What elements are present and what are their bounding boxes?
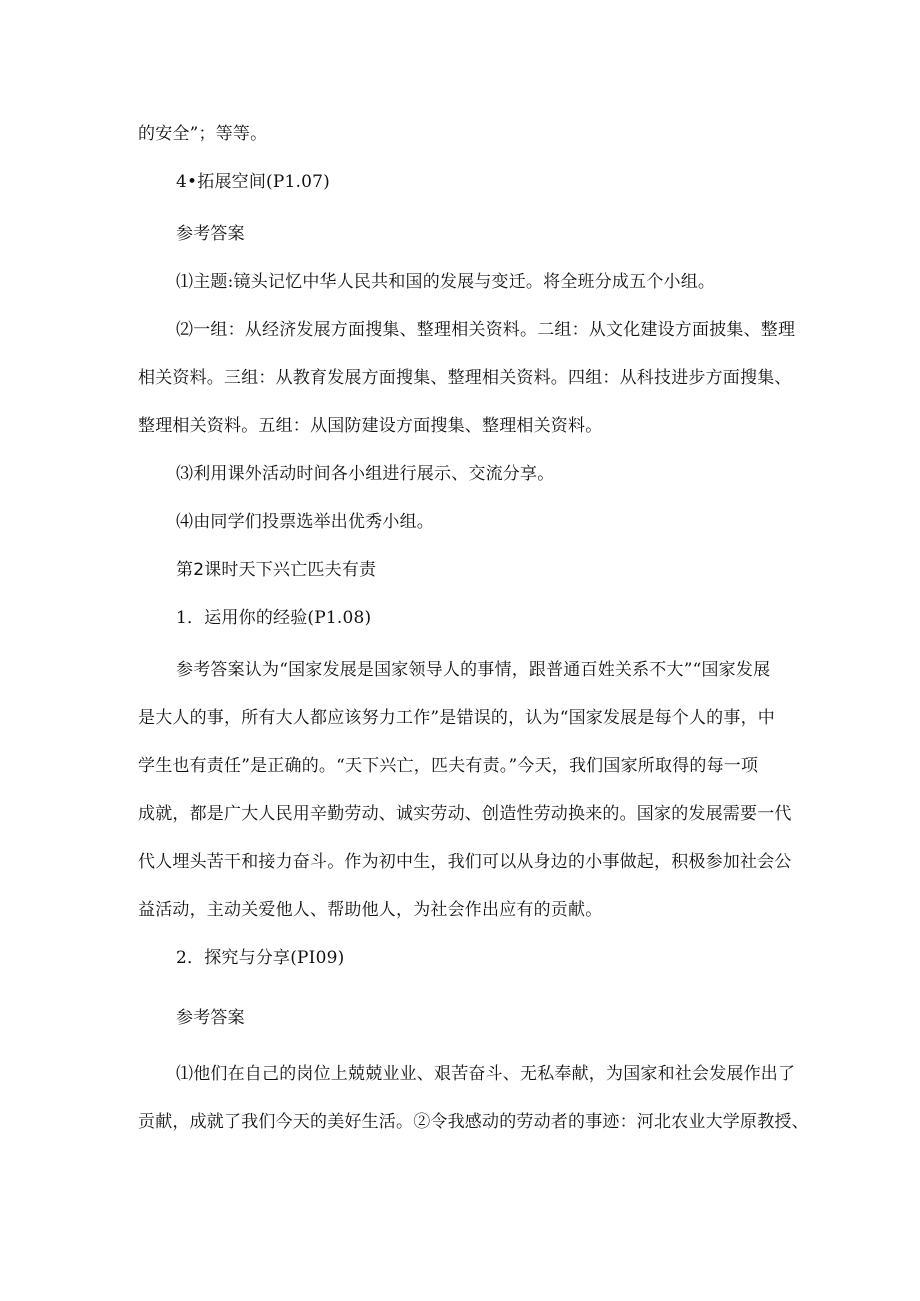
- paragraph-line: 学生也有责任”是正确的。“天下兴亡，匹夫有责。”今天，我们国家所取得的每一项: [138, 756, 759, 776]
- paragraph-line: 贡献，成就了我们今天的美好生活。②令我感动的劳动者的事迹：河北农业大学原教授、: [138, 1112, 809, 1132]
- paragraph-line: 益活动，主动关爱他人、帮助他人，为社会作出应有的贡献。: [138, 900, 603, 920]
- lesson-title: 第2课时天下兴亡匹夫有责: [176, 560, 377, 580]
- paragraph-line: 是大人的事，所有大人都应该努力工作”是错误的，认为“国家发展是每个人的事，中: [138, 708, 775, 728]
- text-line-continuation: 的安全”；等等。: [138, 124, 268, 144]
- paragraph-line: 参考答案认为“国家发展是国家领导人的事情，跟普通百姓关系不大”“国家发展: [176, 660, 771, 680]
- answer-item-3: ⑶利用课外活动时间各小组进行展示、交流分享。: [176, 464, 555, 484]
- paragraph-line: ⑴他们在自己的岗位上兢兢业业、艰苦奋斗、无私奉献，为国家和社会发展作出了: [176, 1064, 796, 1084]
- answer-item-2-continued: 相关资料。三组：从教育发展方面搜集、整理相关资料。四组：从科技进步方面搜集、: [138, 368, 792, 388]
- section-heading-expansion-space: 4•拓展空间(P1.07): [176, 172, 330, 192]
- reference-answer-label: 参考答案: [176, 1008, 245, 1028]
- section-heading-use-experience: 1．运用你的经验(P1.08): [176, 608, 372, 628]
- paragraph-line: 成就，都是广大人民用辛勤劳动、诚实劳动、创造性劳动换来的。国家的发展需要一代: [138, 804, 792, 824]
- section-heading-explore-share: 2．探究与分享(PI09): [176, 948, 345, 968]
- reference-answer-label: 参考答案: [176, 224, 245, 244]
- answer-item-1: ⑴主题:镜头记忆中华人民共和国的发展与变迁。将全班分成五个小组。: [176, 272, 716, 292]
- answer-item-2-continued: 整理相关资料。五组：从国防建设方面搜集、整理相关资料。: [138, 416, 603, 436]
- paragraph-line: 代人埋头苦干和接力奋斗。作为初中生，我们可以从身边的小事做起，积极参加社会公: [138, 852, 792, 872]
- answer-item-4: ⑷由同学们投票选举出优秀小组。: [176, 512, 434, 532]
- answer-item-2: ⑵一组：从经济发展方面搜集、整理相关资料。二组：从文化建设方面披集、整理: [176, 320, 796, 340]
